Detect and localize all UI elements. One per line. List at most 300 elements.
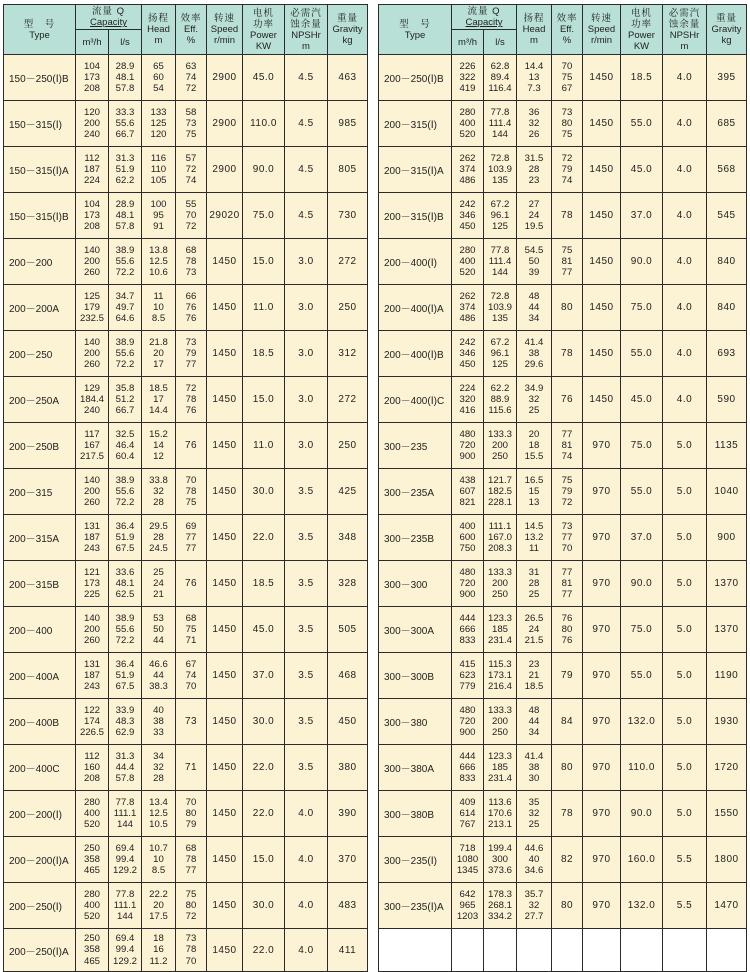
weight-value: 250 bbox=[328, 423, 368, 469]
table-row bbox=[379, 653, 747, 699]
capacity-m3h-value: 358 bbox=[83, 853, 100, 865]
efficiency-values-value: 72 bbox=[185, 382, 197, 394]
efficiency-values-value: 79 bbox=[561, 163, 573, 175]
efficiency-values-value: 78 bbox=[185, 944, 197, 956]
capacity-ls bbox=[484, 285, 517, 331]
capacity-ls-value: 36.4 bbox=[115, 658, 135, 670]
capacity-m3h bbox=[452, 515, 484, 561]
head-values-value: 18 bbox=[153, 933, 164, 945]
efficiency-values-value: 81 bbox=[561, 439, 573, 451]
npsh-value: 3.5 bbox=[285, 745, 328, 791]
head-values bbox=[142, 423, 176, 469]
head-values-value: 91 bbox=[153, 221, 164, 233]
table-row bbox=[379, 239, 747, 285]
head-values-value: 24.5 bbox=[149, 543, 168, 555]
capacity-m3h-value: 104 bbox=[83, 198, 100, 210]
head-values-value: 8.5 bbox=[151, 313, 166, 325]
capacity-m3h bbox=[452, 331, 484, 377]
speed-value: 1450 bbox=[207, 883, 243, 929]
table-row bbox=[379, 101, 747, 147]
header-type: 型 号 Type bbox=[4, 5, 76, 55]
capacity-ls-value: 178.3 bbox=[487, 888, 512, 900]
model-type: 200－250(Ⅰ)A bbox=[4, 929, 76, 972]
capacity-ls-value: 123.3 bbox=[487, 750, 512, 762]
capacity-m3h bbox=[76, 561, 109, 607]
capacity-m3h-value: 167 bbox=[83, 439, 100, 451]
efficiency-values-value: 55 bbox=[185, 198, 197, 210]
head-values-value: 20 bbox=[528, 428, 540, 440]
power-value: 22.0 bbox=[243, 791, 285, 837]
efficiency-values-value: 77 bbox=[561, 531, 573, 543]
head-values-value: 15.5 bbox=[524, 451, 544, 463]
power-value: 75.0 bbox=[621, 285, 663, 331]
power-value: 18.5 bbox=[243, 331, 285, 377]
capacity-ls-value: 111.4 bbox=[488, 117, 512, 129]
head-values-value: 27.7 bbox=[524, 911, 544, 923]
capacity-ls-value: 182.5 bbox=[487, 485, 512, 497]
capacity-m3h-value: 200 bbox=[83, 623, 100, 635]
efficiency-values-value: 76 bbox=[185, 313, 197, 325]
capacity-ls-value: 208.3 bbox=[487, 543, 512, 555]
capacity-m3h-value: 242 bbox=[459, 336, 476, 348]
efficiency-values-value: 69 bbox=[185, 520, 197, 532]
weight-value: 395 bbox=[707, 55, 747, 101]
efficiency-values-value: 70 bbox=[561, 60, 573, 72]
capacity-m3h bbox=[452, 469, 484, 515]
power-value: 22.0 bbox=[243, 929, 285, 972]
capacity-m3h-value: 900 bbox=[459, 727, 476, 739]
capacity-m3h-value: 200 bbox=[83, 117, 100, 129]
capacity-ls bbox=[484, 101, 517, 147]
head-values-value: 8.5 bbox=[151, 865, 166, 877]
pump-spec-table-left bbox=[3, 4, 368, 972]
capacity-m3h bbox=[76, 653, 109, 699]
head-values-value: 48 bbox=[528, 290, 540, 302]
header-power: 电机 功率 Power KW bbox=[621, 5, 663, 55]
efficiency-values-value: 80 bbox=[185, 899, 197, 911]
capacity-m3h bbox=[76, 239, 109, 285]
head-values bbox=[142, 745, 176, 791]
capacity-ls bbox=[109, 515, 142, 561]
capacity-ls bbox=[109, 55, 142, 101]
capacity-ls bbox=[109, 607, 142, 653]
efficiency-values-value: 74 bbox=[561, 175, 573, 187]
head-values bbox=[517, 791, 552, 837]
capacity-ls-value: 77.8 bbox=[490, 106, 510, 118]
npsh-value: 4.0 bbox=[663, 147, 707, 193]
capacity-m3h bbox=[76, 55, 109, 101]
capacity-ls-value: 67.5 bbox=[115, 543, 135, 555]
model-type: 200－250A bbox=[4, 377, 76, 423]
capacity-m3h bbox=[452, 193, 484, 239]
capacity-ls bbox=[484, 837, 517, 883]
capacity-ls-value: 51.9 bbox=[115, 531, 135, 543]
head-values-value: 34 bbox=[153, 750, 164, 762]
capacity-ls-value: 121.7 bbox=[487, 474, 512, 486]
capacity-m3h-value: 833 bbox=[459, 773, 476, 785]
capacity-ls-value: 129.2 bbox=[112, 955, 137, 967]
capacity-ls-value: 72.2 bbox=[115, 635, 135, 647]
power-value: 30.0 bbox=[243, 883, 285, 929]
capacity-m3h-value: 280 bbox=[83, 796, 100, 808]
npsh-value: 4.0 bbox=[663, 331, 707, 377]
capacity-m3h-value: 486 bbox=[459, 313, 476, 325]
head-values-value: 34 bbox=[528, 313, 540, 325]
head-values-value: 20 bbox=[153, 347, 164, 359]
head-values-value: 38.3 bbox=[149, 681, 168, 693]
table-row bbox=[4, 791, 368, 837]
head-values bbox=[517, 469, 552, 515]
head-values-value: 32 bbox=[153, 761, 164, 773]
efficiency-values bbox=[176, 193, 207, 239]
head-values-value: 34.9 bbox=[524, 382, 544, 394]
efficiency-values-value: 77 bbox=[185, 359, 197, 371]
power-value: 30.0 bbox=[243, 469, 285, 515]
capacity-ls bbox=[109, 745, 142, 791]
capacity-ls bbox=[109, 561, 142, 607]
table-row bbox=[4, 331, 368, 377]
capacity-m3h-value: 122 bbox=[83, 704, 100, 716]
speed-value: 1450 bbox=[207, 699, 243, 745]
capacity-ls-value: 55.6 bbox=[115, 255, 135, 267]
efficiency-values-value: 79 bbox=[561, 485, 573, 497]
capacity-ls-value: 88.9 bbox=[490, 393, 510, 405]
weight-value: 1930 bbox=[707, 699, 747, 745]
capacity-ls-value: 62.5 bbox=[115, 589, 135, 601]
capacity-ls-value: 135 bbox=[491, 175, 508, 187]
efficiency-values-value: 74 bbox=[185, 175, 197, 187]
capacity-m3h bbox=[76, 377, 109, 423]
empty-cell bbox=[663, 929, 707, 972]
head-values-value: 14 bbox=[153, 439, 164, 451]
efficiency-values bbox=[176, 285, 207, 331]
table-row bbox=[4, 837, 368, 883]
speed-value: 970 bbox=[583, 607, 621, 653]
npsh-value: 5.0 bbox=[663, 561, 707, 607]
efficiency-values bbox=[176, 55, 207, 101]
capacity-ls-value: 111.4 bbox=[488, 255, 512, 267]
capacity-ls-value: 231.4 bbox=[487, 773, 512, 785]
capacity-ls bbox=[484, 653, 517, 699]
capacity-m3h-value: 1203 bbox=[456, 911, 479, 923]
capacity-m3h-value: 280 bbox=[459, 106, 476, 118]
npsh-value: 4.0 bbox=[285, 883, 328, 929]
capacity-ls-value: 55.6 bbox=[115, 623, 135, 635]
capacity-ls-value: 77.8 bbox=[490, 244, 510, 256]
head-values-value: 16.5 bbox=[524, 474, 544, 486]
capacity-m3h-value: 140 bbox=[83, 474, 100, 486]
head-values-value: 25 bbox=[528, 405, 540, 417]
capacity-ls-value: 72.2 bbox=[115, 267, 135, 279]
capacity-ls bbox=[484, 55, 517, 101]
weight-value: 1720 bbox=[707, 745, 747, 791]
efficiency-values-value: 75 bbox=[561, 71, 573, 83]
capacity-ls-value: 48.3 bbox=[115, 715, 135, 727]
npsh-value: 4.0 bbox=[663, 55, 707, 101]
capacity-m3h-value: 160 bbox=[83, 761, 100, 773]
capacity-ls-value: 62.2 bbox=[490, 382, 510, 394]
efficiency-values-value: 78 bbox=[185, 853, 197, 865]
capacity-m3h bbox=[452, 285, 484, 331]
table-row bbox=[379, 423, 747, 469]
capacity-ls bbox=[484, 469, 517, 515]
capacity-m3h bbox=[76, 423, 109, 469]
capacity-ls-value: 99.4 bbox=[115, 944, 135, 956]
speed-value: 1450 bbox=[583, 377, 621, 423]
speed-value: 1450 bbox=[207, 837, 243, 883]
head-values bbox=[517, 745, 552, 791]
capacity-m3h-value: 374 bbox=[459, 163, 476, 175]
speed-value: 970 bbox=[583, 653, 621, 699]
capacity-ls-value: 268.1 bbox=[487, 899, 512, 911]
capacity-m3h-value: 260 bbox=[83, 635, 100, 647]
capacity-m3h-value: 200 bbox=[83, 485, 100, 497]
capacity-m3h-value: 642 bbox=[459, 888, 476, 900]
capacity-m3h-value: 200 bbox=[83, 255, 100, 267]
efficiency-value: 84 bbox=[552, 699, 583, 745]
capacity-m3h-value: 438 bbox=[459, 474, 476, 486]
npsh-value: 3.0 bbox=[285, 239, 328, 285]
capacity-m3h-value: 104 bbox=[83, 60, 100, 72]
efficiency-value: 76 bbox=[552, 377, 583, 423]
model-type: 150－315(Ⅰ)A bbox=[4, 147, 76, 193]
power-value: 132.0 bbox=[621, 699, 663, 745]
efficiency-values-value: 74 bbox=[185, 669, 197, 681]
head-values bbox=[142, 929, 176, 972]
power-value: 55.0 bbox=[621, 331, 663, 377]
npsh-value: 3.5 bbox=[285, 561, 328, 607]
capacity-ls-value: 32.5 bbox=[115, 428, 135, 440]
efficiency-values bbox=[176, 331, 207, 377]
capacity-ls-value: 62.9 bbox=[115, 727, 135, 739]
head-values-value: 33 bbox=[153, 727, 164, 739]
efficiency-values bbox=[176, 929, 207, 972]
capacity-ls-value: 125 bbox=[491, 221, 508, 233]
head-values-value: 50 bbox=[528, 255, 540, 267]
capacity-ls-value: 38.9 bbox=[115, 474, 135, 486]
power-value: 18.5 bbox=[621, 55, 663, 101]
power-value: 110.0 bbox=[621, 745, 663, 791]
header-head: 扬程 Head m bbox=[142, 5, 176, 55]
weight-value: 1470 bbox=[707, 883, 747, 929]
npsh-value: 4.0 bbox=[663, 101, 707, 147]
efficiency-values-value: 78 bbox=[185, 255, 197, 267]
capacity-ls-value: 66.7 bbox=[115, 405, 135, 417]
capacity-m3h-value: 226 bbox=[459, 60, 476, 72]
speed-value: 1450 bbox=[583, 193, 621, 239]
npsh-value: 4.5 bbox=[285, 147, 328, 193]
npsh-value: 5.0 bbox=[663, 791, 707, 837]
table-row bbox=[4, 929, 368, 972]
efficiency-values-value: 75 bbox=[185, 623, 197, 635]
head-values-value: 16 bbox=[153, 944, 164, 956]
speed-value: 1450 bbox=[207, 745, 243, 791]
capacity-m3h-value: 520 bbox=[83, 911, 100, 923]
efficiency-values bbox=[176, 883, 207, 929]
header-type: 型 号 Type bbox=[379, 5, 452, 55]
head-values-value: 10.6 bbox=[149, 267, 168, 279]
head-values-value: 125 bbox=[150, 117, 167, 129]
head-values bbox=[142, 561, 176, 607]
model-type: 300－380A bbox=[379, 745, 452, 791]
table-row bbox=[379, 147, 747, 193]
speed-value: 29020 bbox=[207, 193, 243, 239]
head-values bbox=[517, 331, 552, 377]
capacity-ls bbox=[484, 193, 517, 239]
capacity-ls-value: 111.1 bbox=[113, 807, 137, 819]
capacity-m3h-value: 419 bbox=[459, 83, 476, 95]
capacity-m3h bbox=[76, 837, 109, 883]
capacity-ls-value: 51.9 bbox=[115, 669, 135, 681]
head-values-value: 15.2 bbox=[149, 428, 168, 440]
head-values-value: 35 bbox=[528, 796, 540, 808]
speed-value: 2900 bbox=[207, 101, 243, 147]
capacity-m3h-value: 173 bbox=[83, 71, 100, 83]
head-values bbox=[517, 515, 552, 561]
capacity-m3h-value: 187 bbox=[83, 163, 100, 175]
power-value: 37.0 bbox=[621, 193, 663, 239]
head-values-value: 100 bbox=[150, 198, 167, 210]
capacity-m3h-value: 208 bbox=[83, 773, 100, 785]
capacity-ls-value: 51.9 bbox=[115, 163, 135, 175]
npsh-value: 5.0 bbox=[663, 699, 707, 745]
efficiency-values-value: 70 bbox=[561, 543, 573, 555]
weight-value: 693 bbox=[707, 331, 747, 377]
efficiency-value: 78 bbox=[552, 193, 583, 239]
table-row bbox=[379, 699, 747, 745]
capacity-m3h bbox=[452, 791, 484, 837]
head-values-value: 33.8 bbox=[149, 474, 168, 486]
capacity-ls-value: 72.2 bbox=[115, 359, 135, 371]
head-values bbox=[142, 377, 176, 423]
capacity-m3h-value: 262 bbox=[459, 290, 476, 302]
efficiency-value: 76 bbox=[176, 423, 207, 469]
weight-value: 312 bbox=[328, 331, 368, 377]
weight-value: 272 bbox=[328, 377, 368, 423]
capacity-ls bbox=[484, 883, 517, 929]
head-values-value: 32 bbox=[528, 393, 540, 405]
capacity-ls-value: 44.4 bbox=[115, 761, 135, 773]
power-value: 37.0 bbox=[243, 653, 285, 699]
power-value: 45.0 bbox=[243, 55, 285, 101]
table-row bbox=[379, 791, 747, 837]
power-value: 55.0 bbox=[621, 653, 663, 699]
efficiency-values-value: 75 bbox=[561, 244, 573, 256]
head-values bbox=[517, 55, 552, 101]
npsh-value: 3.0 bbox=[285, 285, 328, 331]
power-value: 45.0 bbox=[621, 147, 663, 193]
speed-value: 1450 bbox=[207, 791, 243, 837]
weight-value: 450 bbox=[328, 699, 368, 745]
capacity-m3h-value: 250 bbox=[83, 933, 100, 945]
capacity-ls-value: 31.3 bbox=[115, 750, 135, 762]
model-type: 200－250(Ⅰ)B bbox=[379, 55, 452, 101]
head-values bbox=[517, 239, 552, 285]
head-values-value: 14.4 bbox=[524, 60, 544, 72]
power-value: 90.0 bbox=[621, 561, 663, 607]
efficiency-values-value: 66 bbox=[185, 290, 197, 302]
capacity-ls-value: 60.4 bbox=[115, 451, 135, 463]
capacity-m3h-value: 243 bbox=[83, 681, 100, 693]
efficiency-values-value: 63 bbox=[185, 60, 197, 72]
npsh-value: 5.0 bbox=[663, 469, 707, 515]
speed-value: 1450 bbox=[207, 929, 243, 972]
capacity-m3h-value: 900 bbox=[459, 451, 476, 463]
efficiency-values-value: 77 bbox=[561, 566, 573, 578]
table-row bbox=[379, 837, 747, 883]
capacity-m3h bbox=[452, 837, 484, 883]
efficiency-values-value: 77 bbox=[185, 865, 197, 877]
head-values bbox=[142, 285, 176, 331]
capacity-ls-value: 48.1 bbox=[115, 71, 135, 83]
capacity-ls bbox=[484, 745, 517, 791]
efficiency-values-value: 72 bbox=[561, 152, 573, 164]
capacity-m3h-value: 833 bbox=[459, 635, 476, 647]
head-values-value: 24 bbox=[528, 623, 540, 635]
head-values-value: 105 bbox=[150, 175, 167, 187]
capacity-ls bbox=[109, 837, 142, 883]
capacity-ls bbox=[484, 331, 517, 377]
capacity-ls-value: 64.6 bbox=[115, 313, 135, 325]
npsh-value: 4.0 bbox=[663, 193, 707, 239]
efficiency-values bbox=[552, 561, 583, 607]
weight-value: 840 bbox=[707, 239, 747, 285]
capacity-ls-value: 144 bbox=[491, 129, 508, 141]
npsh-value: 4.0 bbox=[285, 837, 328, 883]
head-values-value: 44 bbox=[153, 669, 164, 681]
efficiency-values-value: 75 bbox=[185, 888, 197, 900]
weight-value: 985 bbox=[328, 101, 368, 147]
power-value: 90.0 bbox=[621, 791, 663, 837]
speed-value: 1450 bbox=[207, 331, 243, 377]
header-capacity-m3h: m³/h bbox=[76, 30, 109, 55]
head-values bbox=[142, 55, 176, 101]
empty-cell bbox=[517, 929, 552, 972]
power-value: 15.0 bbox=[243, 239, 285, 285]
capacity-m3h-value: 200 bbox=[83, 347, 100, 359]
power-value: 75.0 bbox=[621, 607, 663, 653]
capacity-ls-value: 144 bbox=[491, 267, 508, 279]
capacity-m3h bbox=[452, 607, 484, 653]
empty-cell bbox=[379, 929, 452, 972]
table-body-right bbox=[379, 55, 747, 972]
capacity-m3h bbox=[452, 147, 484, 193]
model-type: 200－400 bbox=[4, 607, 76, 653]
head-values bbox=[142, 791, 176, 837]
table-row bbox=[4, 653, 368, 699]
efficiency-values-value: 75 bbox=[561, 474, 573, 486]
efficiency-values-value: 81 bbox=[561, 255, 573, 267]
capacity-m3h-value: 226.5 bbox=[79, 727, 104, 739]
head-values-value: 18.5 bbox=[524, 681, 544, 693]
capacity-ls-value: 250 bbox=[491, 589, 508, 601]
capacity-ls-value: 46.4 bbox=[115, 439, 135, 451]
weight-value: 1370 bbox=[707, 607, 747, 653]
efficiency-values bbox=[552, 147, 583, 193]
speed-value: 1450 bbox=[207, 515, 243, 561]
capacity-ls-value: 231.4 bbox=[487, 635, 512, 647]
capacity-ls-value: 144 bbox=[116, 819, 133, 831]
head-values-value: 41.4 bbox=[524, 750, 544, 762]
capacity-m3h-value: 173 bbox=[83, 577, 100, 589]
power-value: 75.0 bbox=[621, 423, 663, 469]
capacity-m3h-value: 614 bbox=[459, 807, 476, 819]
capacity-m3h-value: 450 bbox=[459, 221, 476, 233]
head-values bbox=[142, 699, 176, 745]
efficiency-values-value: 75 bbox=[185, 129, 197, 141]
head-values-value: 50 bbox=[153, 623, 164, 635]
head-values bbox=[142, 147, 176, 193]
